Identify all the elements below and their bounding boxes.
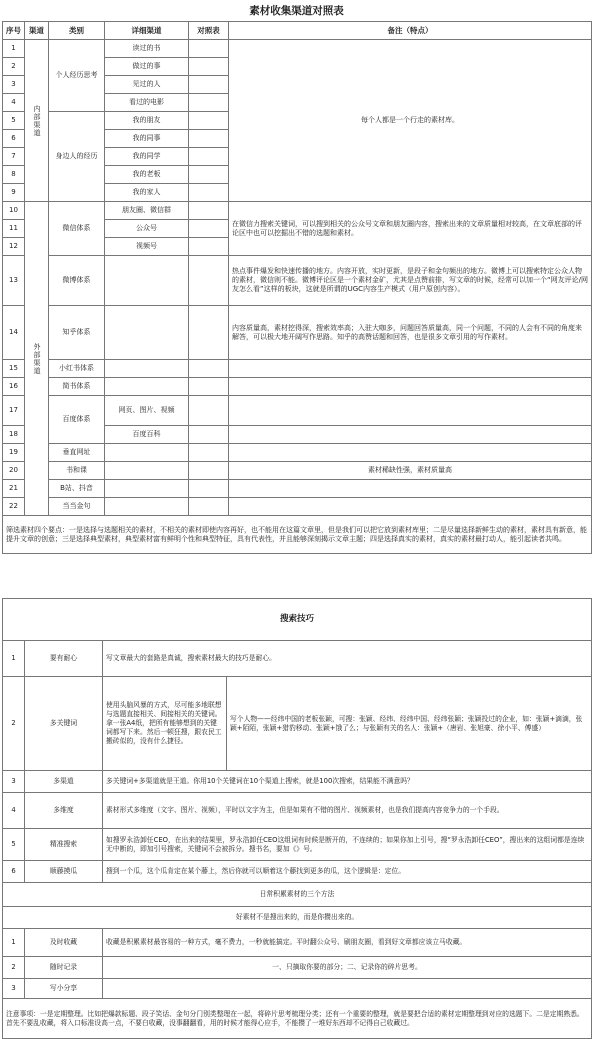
remark-wechat: 在微信力搜索关键词，可以搜到相关的公众号文章和朋友圈内容，搜索出来的文章质量相对较高，在文章底部的评论区中也可以挖掘出不错的选题和素材。 [229,202,592,256]
detail-cell: 朋友圈、微信群 [105,202,189,220]
section-row [3,883,592,907]
category-zhihu: 知乎体系 [49,306,105,360]
table-row [3,498,592,516]
page-title: 素材收集渠道对照表 [249,5,344,17]
row-no: 22 [3,498,25,516]
check-cell[interactable] [189,220,229,238]
detail-cell [105,378,189,396]
detail-cell: 公众号 [105,220,189,238]
check-cell[interactable] [189,396,229,426]
row-no: 15 [3,360,25,378]
remark-books: 素材稀缺性强，素材质量高 [229,462,592,480]
row-no: 1 [3,641,25,677]
tip-name: 多渠道 [25,771,103,793]
row-no: 16 [3,378,25,396]
method-name: 随时记录 [25,957,103,979]
row-no: 1 [3,929,25,957]
category-people: 身边人的经历 [49,112,105,202]
table-row [3,929,592,957]
search-tips-header [3,599,592,641]
check-cell[interactable] [189,76,229,94]
detail-cell [105,360,189,378]
row-no: 13 [3,256,25,306]
channel-external-label: 外部渠道 [33,342,41,375]
row-no: 9 [3,184,25,202]
category-video: B站、抖音 [49,480,105,498]
check-cell[interactable] [189,184,229,202]
check-cell[interactable] [189,444,229,462]
table-header-row [3,22,592,40]
row-no: 3 [3,771,25,793]
header-channel: 渠道 [25,22,49,40]
table-row [3,480,592,498]
table-row [3,771,592,793]
detail-cell: 见过的人 [105,76,189,94]
attention-note: 注意事项：一是定期整理。比如把爆款标题、段子笑话、金句分门别类整理在一起，将碎片思考梳理分类；还有一个重要的整理，就是要把合适的素材定期整理到对应的选题下。二是定期熟悉。首先不要乱收藏，将入口标准设高一点，不要白收藏，没事翻翻看，用的时候才能得心应手，不能攒了一堆好东西却不记得自己收藏过。 [3,999,592,1039]
table-row [3,641,592,677]
header-detail: 详细渠道 [105,22,189,40]
category-wechat: 微信体系 [49,202,105,256]
method-name: 及时收藏 [25,929,103,957]
remark-cell [229,378,592,396]
tip-desc: 写文章最大的套路是真诚，搜索素材最大的技巧是耐心。 [103,641,592,677]
search-tips-table [2,598,592,1039]
tip-desc: 搜到一个瓜，这个瓜肯定在某个藤上，然后你就可以顺着这个藤找到更多的瓜，这个逻辑是：定位。 [103,861,592,883]
tip-name: 顺藤摸瓜 [25,861,103,883]
table-row [3,444,592,462]
detail-cell: 我的家人 [105,184,189,202]
header-remark: 备注（特点） [229,22,592,40]
row-no: 21 [3,480,25,498]
table-row [3,202,592,220]
row-no: 1 [3,40,25,58]
tip-name: 精准搜索 [25,829,103,861]
channel-internal [25,40,49,202]
header-no: 序号 [3,22,25,40]
row-no: 3 [3,76,25,94]
detail-cell: 我的同事 [105,130,189,148]
table-row [3,861,592,883]
row-no: 17 [3,396,25,426]
detail-cell: 我的老板 [105,166,189,184]
header-check: 对照表 [189,22,229,40]
row-no: 12 [3,238,25,256]
row-no: 5 [3,112,25,130]
table-row [3,462,592,480]
channel-external [25,202,49,516]
check-cell[interactable] [189,58,229,76]
check-cell[interactable] [189,462,229,480]
row-no: 11 [3,220,25,238]
method-desc: 一、只摘取你要的部分；二、记录你的碎片思考。 [103,957,592,979]
category-baidu: 百度体系 [49,396,105,444]
check-cell[interactable] [189,378,229,396]
detail-cell [105,444,189,462]
row-no: 7 [3,148,25,166]
row-no: 20 [3,462,25,480]
row-no: 18 [3,426,25,444]
remark-weibo: 热点事件爆发和快速传播的地方。内容开放，实时更新，是段子和金句频出的地方。微博上可以搜索特定公众人物的素材，微信则不能。微博评论区是一个素材金矿，尤其是点赞前排，写文章的时候，经常可以加一个“网友评论/网友怎么看”这样的板块，这就是所谓的UGC内容生产模式（用户原创内容）。 [229,256,592,306]
category-xiaohongshu: 小红书体系 [49,360,105,378]
remark-cell [229,444,592,462]
tip-example: 写个人物——经纬中国的老板张颖，可搜：张颖、经纬、经纬中国、经纬张颖；张颖投过的企业，如：张颖+滴滴，张颖+陌陌，张颖+猎豹移动、张颖+饿了么；与张颖有关的名人：张颖+（唐岩、张旭豪、徐小平、傅盛） [227,677,592,771]
check-cell[interactable] [189,306,229,360]
row-no: 6 [3,861,25,883]
row-no: 10 [3,202,25,220]
row-no: 2 [3,957,25,979]
method-desc: 收藏是积累素材最容易的一种方式，毫不费力，一秒就能搞定。平时翻公众号、刷朋友圈，看到好文章都应该立马收藏。 [103,929,592,957]
detail-cell: 视频号 [105,238,189,256]
detail-cell [105,480,189,498]
category-vertical: 垂直网址 [49,444,105,462]
table-row [3,793,592,829]
table-row [3,40,592,58]
check-cell[interactable] [189,40,229,58]
check-cell[interactable] [189,426,229,444]
detail-cell: 做过的事 [105,58,189,76]
note-row [3,516,592,554]
category-dangdang: 当当金句 [49,498,105,516]
detail-cell: 我的朋友 [105,112,189,130]
remark-cell [229,426,592,444]
detail-cell [105,306,189,360]
detail-cell: 我的同学 [105,148,189,166]
table-row [3,306,592,360]
filter-note: 筛选素材四个要点：一是选择与选题相关的素材，不相关的素材即使内容再好，也不能用在这篇文章里，但是我们可以把它放到素材库里；二是尽量选择新鲜生动的素材，素材具有新意，能提升文章的创意；三是选择典型素材，典型素材富有鲜明个性和典型特征，具有代表性，并且能够深刻揭示文章主题；四是选择真实的素材，真实的素材最打动人，能引起读者共鸣。 [3,516,592,554]
remark-people: 每个人都是一个行走的素材库。 [229,40,592,202]
table-row [3,378,592,396]
detail-cell [105,256,189,306]
note-row [3,999,592,1039]
category-books: 书和课 [49,462,105,480]
tip-desc: 使用头脑风暴的方式，尽可能多地联想与选题直接相关、间接相关的关键词。拿一张A4纸，把所有能够想到的关键词都写下来。然后一顿狂搜，跟农民工搬砖似的，没有什么捷径。 [103,677,227,771]
check-cell[interactable] [189,166,229,184]
check-cell[interactable] [189,498,229,516]
detail-cell: 读过的书 [105,40,189,58]
check-cell[interactable] [189,130,229,148]
tip-name: 多关键词 [25,677,103,771]
channel-table [2,21,592,554]
check-cell[interactable] [189,112,229,130]
check-cell[interactable] [189,94,229,112]
check-cell[interactable] [189,256,229,306]
table-row [3,256,592,306]
remark-cell [229,360,592,378]
row-no: 4 [3,793,25,829]
row-no: 4 [3,94,25,112]
tip-name: 要有耐心 [25,641,103,677]
method-desc [103,979,592,999]
check-cell[interactable] [189,360,229,378]
section-subheading: 好素材不是搜出来的，而是你攒出来的。 [3,907,592,929]
check-cell[interactable] [189,480,229,498]
detail-cell: 网页、图片、视频 [105,396,189,426]
row-no: 2 [3,677,25,771]
tip-name: 多维度 [25,793,103,829]
detail-cell [105,498,189,516]
remark-cell [229,498,592,516]
table-row [3,829,592,861]
row-no: 19 [3,444,25,462]
table-row [3,979,592,999]
row-no: 3 [3,979,25,999]
remark-zhihu: 内容质量高，素材挖得深，搜索效率高；入驻大咖多，问题回答质量高，同一个问题，不同的人会有不同的角度来解答，可以极大地开阔写作思路。知乎的高赞话题和回答，也是很多文章引用的写作素材。 [229,306,592,360]
check-cell[interactable] [189,148,229,166]
row-no: 6 [3,130,25,148]
row-no: 2 [3,58,25,76]
row-no: 14 [3,306,25,360]
detail-cell [105,462,189,480]
section-heading: 日常积累素材的三个方法 [3,883,592,907]
row-no: 5 [3,829,25,861]
subheading-row [3,907,592,929]
table-row [3,396,592,426]
search-tips-title: 搜索技巧 [3,599,592,641]
tip-desc: 多关键词+多渠道就是王道。你用10个关键词在10个渠道上搜索，就是100次搜索，结果能不满意吗？ [103,771,592,793]
category-jianshu: 简书体系 [49,378,105,396]
channel-internal-label: 内部渠道 [33,104,41,137]
remark-cell [229,396,592,426]
detail-cell: 看过的电影 [105,94,189,112]
header-category: 类别 [49,22,105,40]
table-row [3,360,592,378]
tip-desc: 素材形式多维度（文字、图片、视频），平时以文字为主，但是如果有不错的图片、视频素材，也是我们提高内容竞争力的一个手段。 [103,793,592,829]
row-no: 8 [3,166,25,184]
method-name: 写小分享 [25,979,103,999]
tip-desc: 如搜罗永浩卸任CEO，在出来的结果里，罗永浩卸任CEO这组词有时候是断开的，不连续的；如果你加上引号，搜“罗永浩卸任CEO”，搜出来的这组词都是连续无中断的，即加引号搜索，关键词不会被拆分。搜书名，要加《》号。 [103,829,592,861]
category-weibo: 微博体系 [49,256,105,306]
remark-cell [229,480,592,498]
check-cell[interactable] [189,202,229,220]
detail-cell: 百度百科 [105,426,189,444]
category-personal: 个人经历思考 [49,40,105,112]
table-row [3,957,592,979]
table-row [3,677,592,771]
check-cell[interactable] [189,238,229,256]
